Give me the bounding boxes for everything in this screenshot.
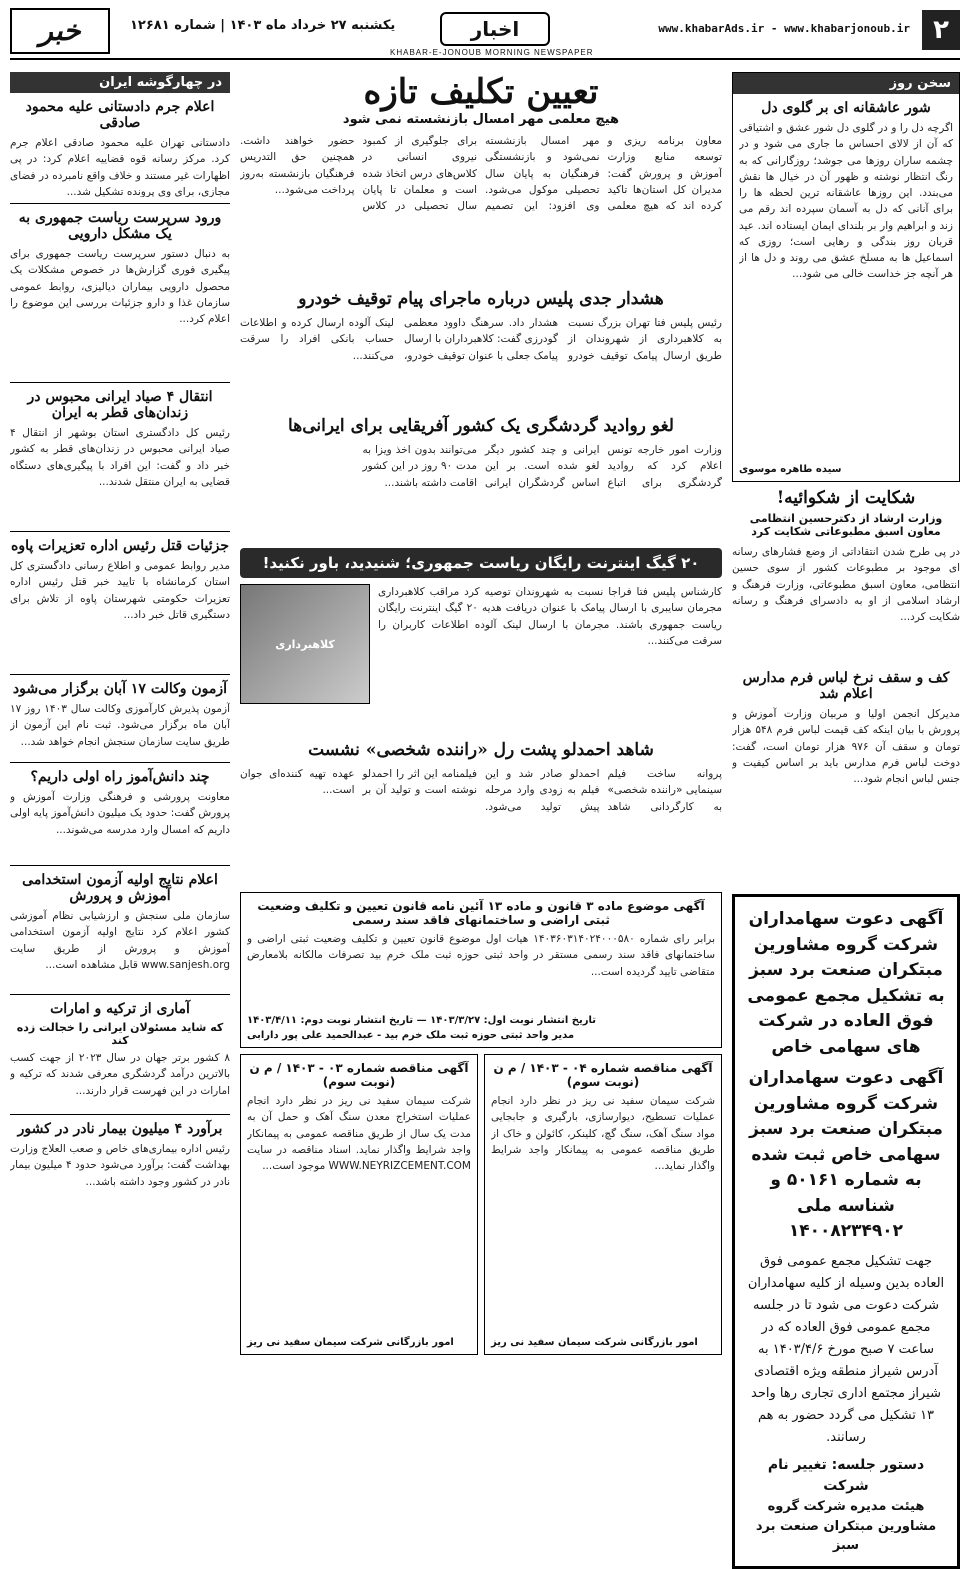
news-text: دادستانی تهران علیه محمود صادقی اعلام جرم کرد. مرکز رسانه قوه قضاییه اعلام کرد: در پی اظهارات غیر مستند و خلاف واقع نامبرده در فضای مجازی، برای وی پرونده تشکیل شد... bbox=[10, 137, 230, 197]
tender-ad bbox=[240, 1054, 478, 1355]
middle-column bbox=[240, 72, 722, 1355]
visa-text: وزارت امور خارجه تونس اعلام کرد که روادید گردشگری برای اتباع ایرانی و چند کشور دیگر لغو شده است. بر این اساس گردشگران ایرانی می‌توانند بدون اخذ ویزا به مدت ۹۰ روز در این کشور اقامت داشته باشند... bbox=[362, 444, 722, 489]
editorial-text: اگرچه دل را و در گلوی دل شور عشق و اشتیاقی که آن از لالای احساس ما جاری می شود و در چشمه ساران روزها می جوشد؛ روزگارانی که به رنگ انتظار نوشته و ظهور آن در خیال ها نقش می‌بندد. این روزها عاشقانه ترین لحظه ها را برای آنانی که دل به آسمان سپرده اند رقم می زند و ابراهیم وار بر بلندای ایمان ایستاده اند. عید قربان روز بندگی و رهایی است؛ روزی که اسماعیل ها به مسلخ عشق می روند و دل ها از هر آنچه جز خداست خالی می شود... bbox=[739, 122, 953, 281]
editorial-box bbox=[732, 72, 960, 482]
news-title: برآورد ۴ میلیون بیمار نادر در کشور bbox=[17, 1121, 223, 1137]
lead-headline: تعیین تکلیف تازه bbox=[363, 72, 599, 112]
police-headline: هشدار جدی پلیس درباره ماجرای پیام توقیف خودرو bbox=[298, 289, 664, 309]
editorial-label: سخن روز bbox=[733, 73, 959, 94]
notice-signature: مدیر واحد ثبتی حوزه ثبت ملک خرم بید - عبدالحمید علی پور دارابی bbox=[247, 1030, 575, 1041]
news-subtitle: که شاید مسئولان ایرانی را خجالت زده کند bbox=[16, 1021, 224, 1047]
news-text: رئیس کل دادگستری استان بوشهر از انتقال ۴ صیاد ایرانی محبوس در زندان‌های قطر به کشور خبر داد و گفت: این افراد با پیگیری‌های دستگاه قضایی به ایران منتقل شدند... bbox=[10, 427, 230, 488]
news-title: آماری از ترکیه و امارات bbox=[50, 1001, 190, 1017]
tender-title: آگهی مناقصه شماره ۰۳ - ۱۴۰۳ / م ن (نوبت سوم) bbox=[249, 1061, 469, 1089]
news-text: معاونت پرورشی و فرهنگی وزارت آموزش و پرورش گفت: حدود یک میلیون دانش‌آموز پایه اولی داریم که امسال وارد مدرسه می‌شوند... bbox=[10, 791, 230, 836]
news-title: جزئیات قتل رئیس اداره تعزیرات پاوه bbox=[11, 538, 229, 554]
news-title: چند دانش‌آموز راه اولی داریم؟ bbox=[30, 769, 210, 785]
news-text: ۸ کشور برتر جهان در سال ۲۰۲۳ از جهت کسب بالاترین درآمد گردشگری معرفی شدند که ترکیه و امارات در این فهرست قرار دارند... bbox=[10, 1052, 230, 1097]
editorial-title: شور عاشقانه ای بر گلوی دل bbox=[761, 100, 931, 116]
internet-article bbox=[240, 584, 722, 734]
tender-text: شرکت سیمان سفید نی ریز در نظر دارد انجام عملیات تسطیح، دیوارسازی، بارگیری و جابجایی مواد سنگ آهک، سنگ گچ، کلینکر، کائولن و خاک از طریق مناقصه عمومی به پیمانکار واجد شرایط واگذار نماید... bbox=[491, 1095, 715, 1173]
tender-row bbox=[240, 1054, 722, 1355]
ad-agenda: دستور جلسه: تغییر نام شرکت bbox=[767, 1457, 925, 1495]
newspaper-subtitle: KHABAR-E-JONOUB MORNING NEWSPAPER bbox=[390, 48, 594, 57]
lead-subtitle: هیچ معلمی مهر امسال بازنشسته نمی شود bbox=[342, 112, 620, 127]
notice-text: برابر رای شماره ۱۴۰۳۶۰۳۱۴۰۲۴۰۰۰۵۸۰ هیات اول موضوع قانون تعیین و تکلیف وضعیت ثبتی اراضی و ساختمانهای فاقد سند رسمی مستقر در واحد ثبتی حوزه ثبت ملک خرم بید تصرفات مالکانه بلامعارض متقاضی تایید گردیده است... bbox=[247, 933, 715, 978]
article-subtitle: وزارت ارشاد از دکترحسین انتظامی معاون اسبق مطبوعاتی شکایت کرد bbox=[749, 512, 943, 538]
issue-date: یکشنبه ۲۷ خرداد ماه ۱۴۰۳ | شماره ۱۲۶۸۱ bbox=[130, 18, 396, 33]
tender-signature: امور بازرگانی شرکت سیمان سفید نی ریز bbox=[491, 1337, 698, 1348]
news-text: مدیر روابط عمومی و اطلاع رسانی دادگستری کل استان کرمانشاه با تایید خبر قتل رئیس اداره تعزیرات حکومتی شهرستان پاوه از تلاش برای دستگیری قاتل خبر داد... bbox=[10, 560, 230, 621]
shareholder-ad bbox=[732, 894, 960, 1569]
tender-signature: امور بازرگانی شرکت سیمان سفید نی ریز bbox=[247, 1337, 454, 1348]
news-text: آزمون پذیرش کارآموزی وکالت سال ۱۴۰۳ روز ۱۷ آبان ماه برگزار می‌شود. ثبت نام این آزمون از طریق سایت سازمان سنجش انجام خواهد شد... bbox=[10, 703, 230, 748]
section-title: اخبار bbox=[440, 12, 550, 46]
registry-notice bbox=[240, 892, 722, 1048]
tender-text: شرکت سیمان سفید نی ریز در نظر دارد انجام عملیات استخراج معدن سنگ آهک و حمل آن به مدت یک سال از طریق مناقصه عمومی به پیمانکار واجد شرایط واگذار نماید. اسناد مناقصه در سایت WWW.NEYRIZCEMENT.COM موجود است... bbox=[247, 1095, 471, 1173]
shahed-text: پروانه ساخت فیلم سینمایی «راننده شخصی» به کارگردانی شاهد احمدلو صادر شد و این فیلم به زودی وارد مرحله پیش تولید می‌شود. فیلمنامه این اثر را احمدلو نوشته است و تولید آن بر عهده تهیه کننده‌ای جوان است... bbox=[240, 768, 722, 813]
image-caption: کلاهبرداری bbox=[275, 637, 335, 651]
internet-text: کارشناس پلیس فتا فراجا نسبت به شهروندان توصیه کرد مراقب کلاهبرداری مجرمان سایبری با ارسال پیامک با عنوان دریافت هدیه ۲۰ گیگ اینترنت رایگان ریاست جمهوری باشند. مجرمان با ارسال لینک آلوده اطلاعات کاربران را سرقت می‌کنند... bbox=[378, 586, 722, 647]
lead-text: معاون برنامه ریزی و توسعه منابع وزارت آموزش و پرورش گفت: مدیران کل استان‌ها تاکید کرده اند که هیچ معلمی مهر امسال بازنشسته نمی‌شود و بازنشستگی فرهنگیان به پایان سال تحصیلی موکول می‌شود. وی افزود: این تصمیم برای جلوگیری از کمبود نیروی انسانی در کلاس‌های درس اتخاذ شده است و معلمان تا پایان سال تحصیلی در کلاس حضور خواهند داشت. همچنین حق التدریس فرهنگیان بازنشسته به‌روز پرداخت می‌شود... bbox=[240, 135, 722, 213]
visa-headline: لغو روادید گردشگری یک کشور آفریقایی برای ایرانی‌ها bbox=[288, 416, 674, 436]
fraud-image bbox=[240, 584, 370, 704]
page-number: ۲ bbox=[922, 10, 960, 50]
news-title: آزمون وکالت ۱۷ آبان برگزار می‌شود bbox=[12, 681, 228, 697]
news-title: ورود سرپرست ریاست جمهوری به یک مشکل دارویی bbox=[18, 210, 222, 242]
article-title: کف و سقف نرخ لباس فرم مدارس اعلام شد bbox=[742, 670, 950, 702]
article-title: شکایت از شکوائیه! bbox=[776, 488, 916, 508]
article-text: در پی طرح شدن انتقاداتی از وضع فشارهای رسانه ای موجود بر مطبوعات کشور از سوی حسین انتظامی، معاون اسبق مطبوعاتی، وزارت فرهنگ و ارشاد اسلامی از او به دادسرای فرهنگ و رسانه شکایت کرد... bbox=[732, 546, 960, 624]
notice-date: تاریخ انتشار نوبت اول: ۱۴۰۳/۳/۲۷ — تاریخ انتشار نوبت دوم: ۱۴۰۳/۴/۱۱ bbox=[247, 1015, 596, 1026]
editorial-author: سیده طاهره موسوی bbox=[739, 464, 842, 475]
ad-title-2: آگهی دعوت سهامداران شرکت گروه مشاورین مبتکران صنعت برد سبز سهامی خاص ثبت شده به شماره ۵۰۱۶۱ و شناسه ملی ۱۴۰۰۸۲۳۴۹۰۲ bbox=[748, 1068, 944, 1241]
ad-signature: هیئت مدیره شرکت گروه مشاورین مبتکران صنعت برد سبز bbox=[755, 1499, 937, 1554]
news-title: اعلام نتایج اولیه آزمون استخدامی آموزش و پرورش bbox=[22, 872, 218, 904]
internet-banner: ۲۰ گیگ اینترنت رایگان ریاست جمهوری؛ شنیدید، باور نکنید! bbox=[240, 548, 722, 578]
ad-title: آگهی دعوت سهامداران شرکت گروه مشاورین مبتکران صنعت برد سبز به تشکیل مجمع عمومی فوق العاده در شرکت های سهامی خاص bbox=[747, 909, 945, 1057]
news-text: رئیس اداره بیماری‌های خاص و صعب العلاج وزارت بهداشت گفت: برآورد می‌شود حدود ۴ میلیون بیمار نادر در کشور وجود داشته باشد... bbox=[10, 1143, 230, 1188]
police-text: رئیس پلیس فتا تهران بزرگ نسبت به کلاهبرداری از شهروندان از طریق ارسال پیامک توقیف خودرو هشدار داد. سرهنگ داوود معظمی گودرزی گفت: کلاهبرداران با ارسال پیامک جعلی با عنوان توقیف خودرو، لینک آلوده ارسال کرده و اطلاعات حساب بانکی افراد را سرقت می‌کنند... bbox=[240, 317, 722, 362]
article-text: مدیرکل انجمن اولیا و مربیان وزارت آموزش و پرورش با بیان اینکه کف قیمت لباس فرم ۵۴۸ هزار تومان و سقف آن ۹۷۶ هزار تومان است، گفت: دوخت لباس فرم مدارس باید بر اساس کیفیت و جنس لباس انجام شود... bbox=[732, 708, 960, 786]
left-column bbox=[10, 72, 230, 1201]
newspaper-logo: خبر bbox=[10, 8, 110, 54]
right-column bbox=[732, 72, 960, 1569]
news-title: اعلام جرم دادستانی علیه محمود صادقی bbox=[25, 99, 215, 131]
news-text: سازمان ملی سنجش و ارزشیابی نظام آموزشی کشور اعلام کرد نتایج اولیه آزمون استخدامی آموزش و پرورش از طریق سایت www.sanjesh.org قابل مشاهده است... bbox=[10, 910, 230, 971]
site-url[interactable]: www.khabarAds.ir - www.khabarjonoub.ir bbox=[658, 22, 910, 35]
news-text: به دنبال دستور سرپرست ریاست جمهوری برای پیگیری فوری گزارش‌ها در خصوص مشکلات یک محصول دارویی بیماران دیالیزی، روابط عمومی سازمان غذا و دارو جزئیات بررسی این موضوع را اعلام کرد... bbox=[10, 248, 230, 326]
left-box-label: در چهارگوشه ایران bbox=[10, 72, 230, 93]
tender-title: آگهی مناقصه شماره ۰۴ - ۱۴۰۳ / م ن (نوبت سوم) bbox=[493, 1061, 713, 1089]
notice-title: آگهی موضوع ماده ۳ قانون و ماده ۱۳ آئین نامه قانون تعیین و تکلیف وضعیت ثبتی اراضی و ساختمانهای فاقد سند رسمی bbox=[257, 899, 705, 927]
ad-body: جهت تشکیل مجمع عمومی فوق العاده بدین وسیله از کلیه سهامداران شرکت دعوت می شود تا در جلسه مجمع عمومی فوق العاده که در ساعت ۷ صبح مورخ ۱۴۰۳/۴/۶ به آدرس شیراز منطقه ویژه اقتصادی شیراز مجتمع اداری تجاری رها واحد ۱۳ تشکیل می گردد حضور به هم رسانند. bbox=[747, 1253, 945, 1446]
masthead bbox=[10, 8, 960, 60]
tender-ad bbox=[484, 1054, 722, 1355]
news-title: انتقال ۴ صیاد ایرانی محبوس در زندان‌های قطر به ایران bbox=[27, 389, 213, 421]
shahed-headline: شاهد احمدلو پشت رل «راننده شخصی» نشست bbox=[308, 740, 654, 760]
